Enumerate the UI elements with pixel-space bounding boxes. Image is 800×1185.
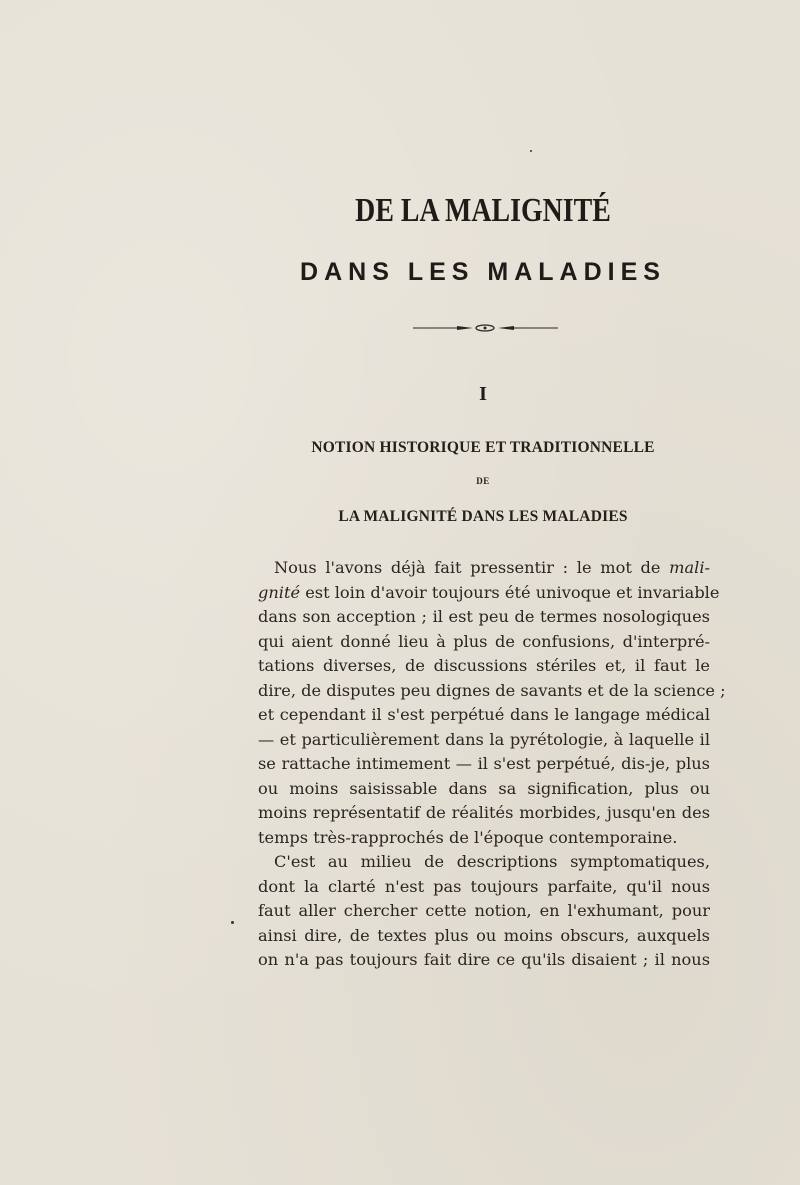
paragraph2-line: ainsi dire, de textes plus ou moins obscurs, auxquels [258,925,710,945]
chapter-title: DE LA MALIGNITÉ [355,192,611,229]
paragraph2-line: C'est au milieu de descriptions symptomatiques, [274,852,710,871]
section-heading-line2: DE [476,476,490,486]
speck-mark [231,921,234,924]
paragraph1-line: dire, de disputes peu dignes de savants et de la science ; [258,680,726,700]
paragraph1-line [258,581,720,606]
paragraph1-line: — et particulièrement dans la pyrétologie, à laquelle il [258,729,710,749]
body-text [258,556,726,973]
italic-word: mali- [669,558,710,577]
italic-word: gnité [258,582,301,602]
ornament-divider-icon [413,318,558,338]
paragraph1-line: qui aient donné lieu à plus de confusions, d'interpré- [258,631,710,651]
section-heading-line3: LA MALIGNITÉ DANS LES MALADIES [338,508,628,525]
paragraph1-line [258,556,710,581]
section-number: I [479,383,487,405]
paragraph1-line: moins représentatif de réalités morbides, jusqu'en des [258,803,710,822]
paragraph1-line: dans son acception ; il est peu de termes nosologiques [258,607,710,626]
paragraph1-line: et cependant il s'est perpétué dans le langage médical [258,705,710,724]
paragraph1-line: se rattache intimement — il s'est perpétué, dis-je, plus [258,754,710,773]
section-heading-line1: NOTION HISTORIQUE ET TRADITIONNELLE [311,439,655,456]
chapter-subtitle: DANS LES MALADIES [300,258,666,286]
text-span: Nous l'avons déjà fait pressentir : le mot de [274,558,670,577]
paragraph1-line: tations diverses, de discussions stériles et, il faut le [258,656,710,675]
paragraph1-line: temps très-rapprochés de l'époque contemporaine. [258,827,678,847]
paragraph2-line: dont la clarté n'est pas toujours parfaite, qu'il nous [258,876,710,896]
speck-mark [530,150,532,152]
paragraph2-line: faut aller chercher cette notion, en l'exhumant, pour [258,901,710,920]
text-span: est loin d'avoir toujours été univoque et invariable [300,582,720,602]
paragraph1-line: ou moins saisissable dans sa signification, plus ou [258,778,710,798]
paragraph2-line: on n'a pas toujours fait dire ce qu'ils disaient ; il nous [258,950,710,969]
